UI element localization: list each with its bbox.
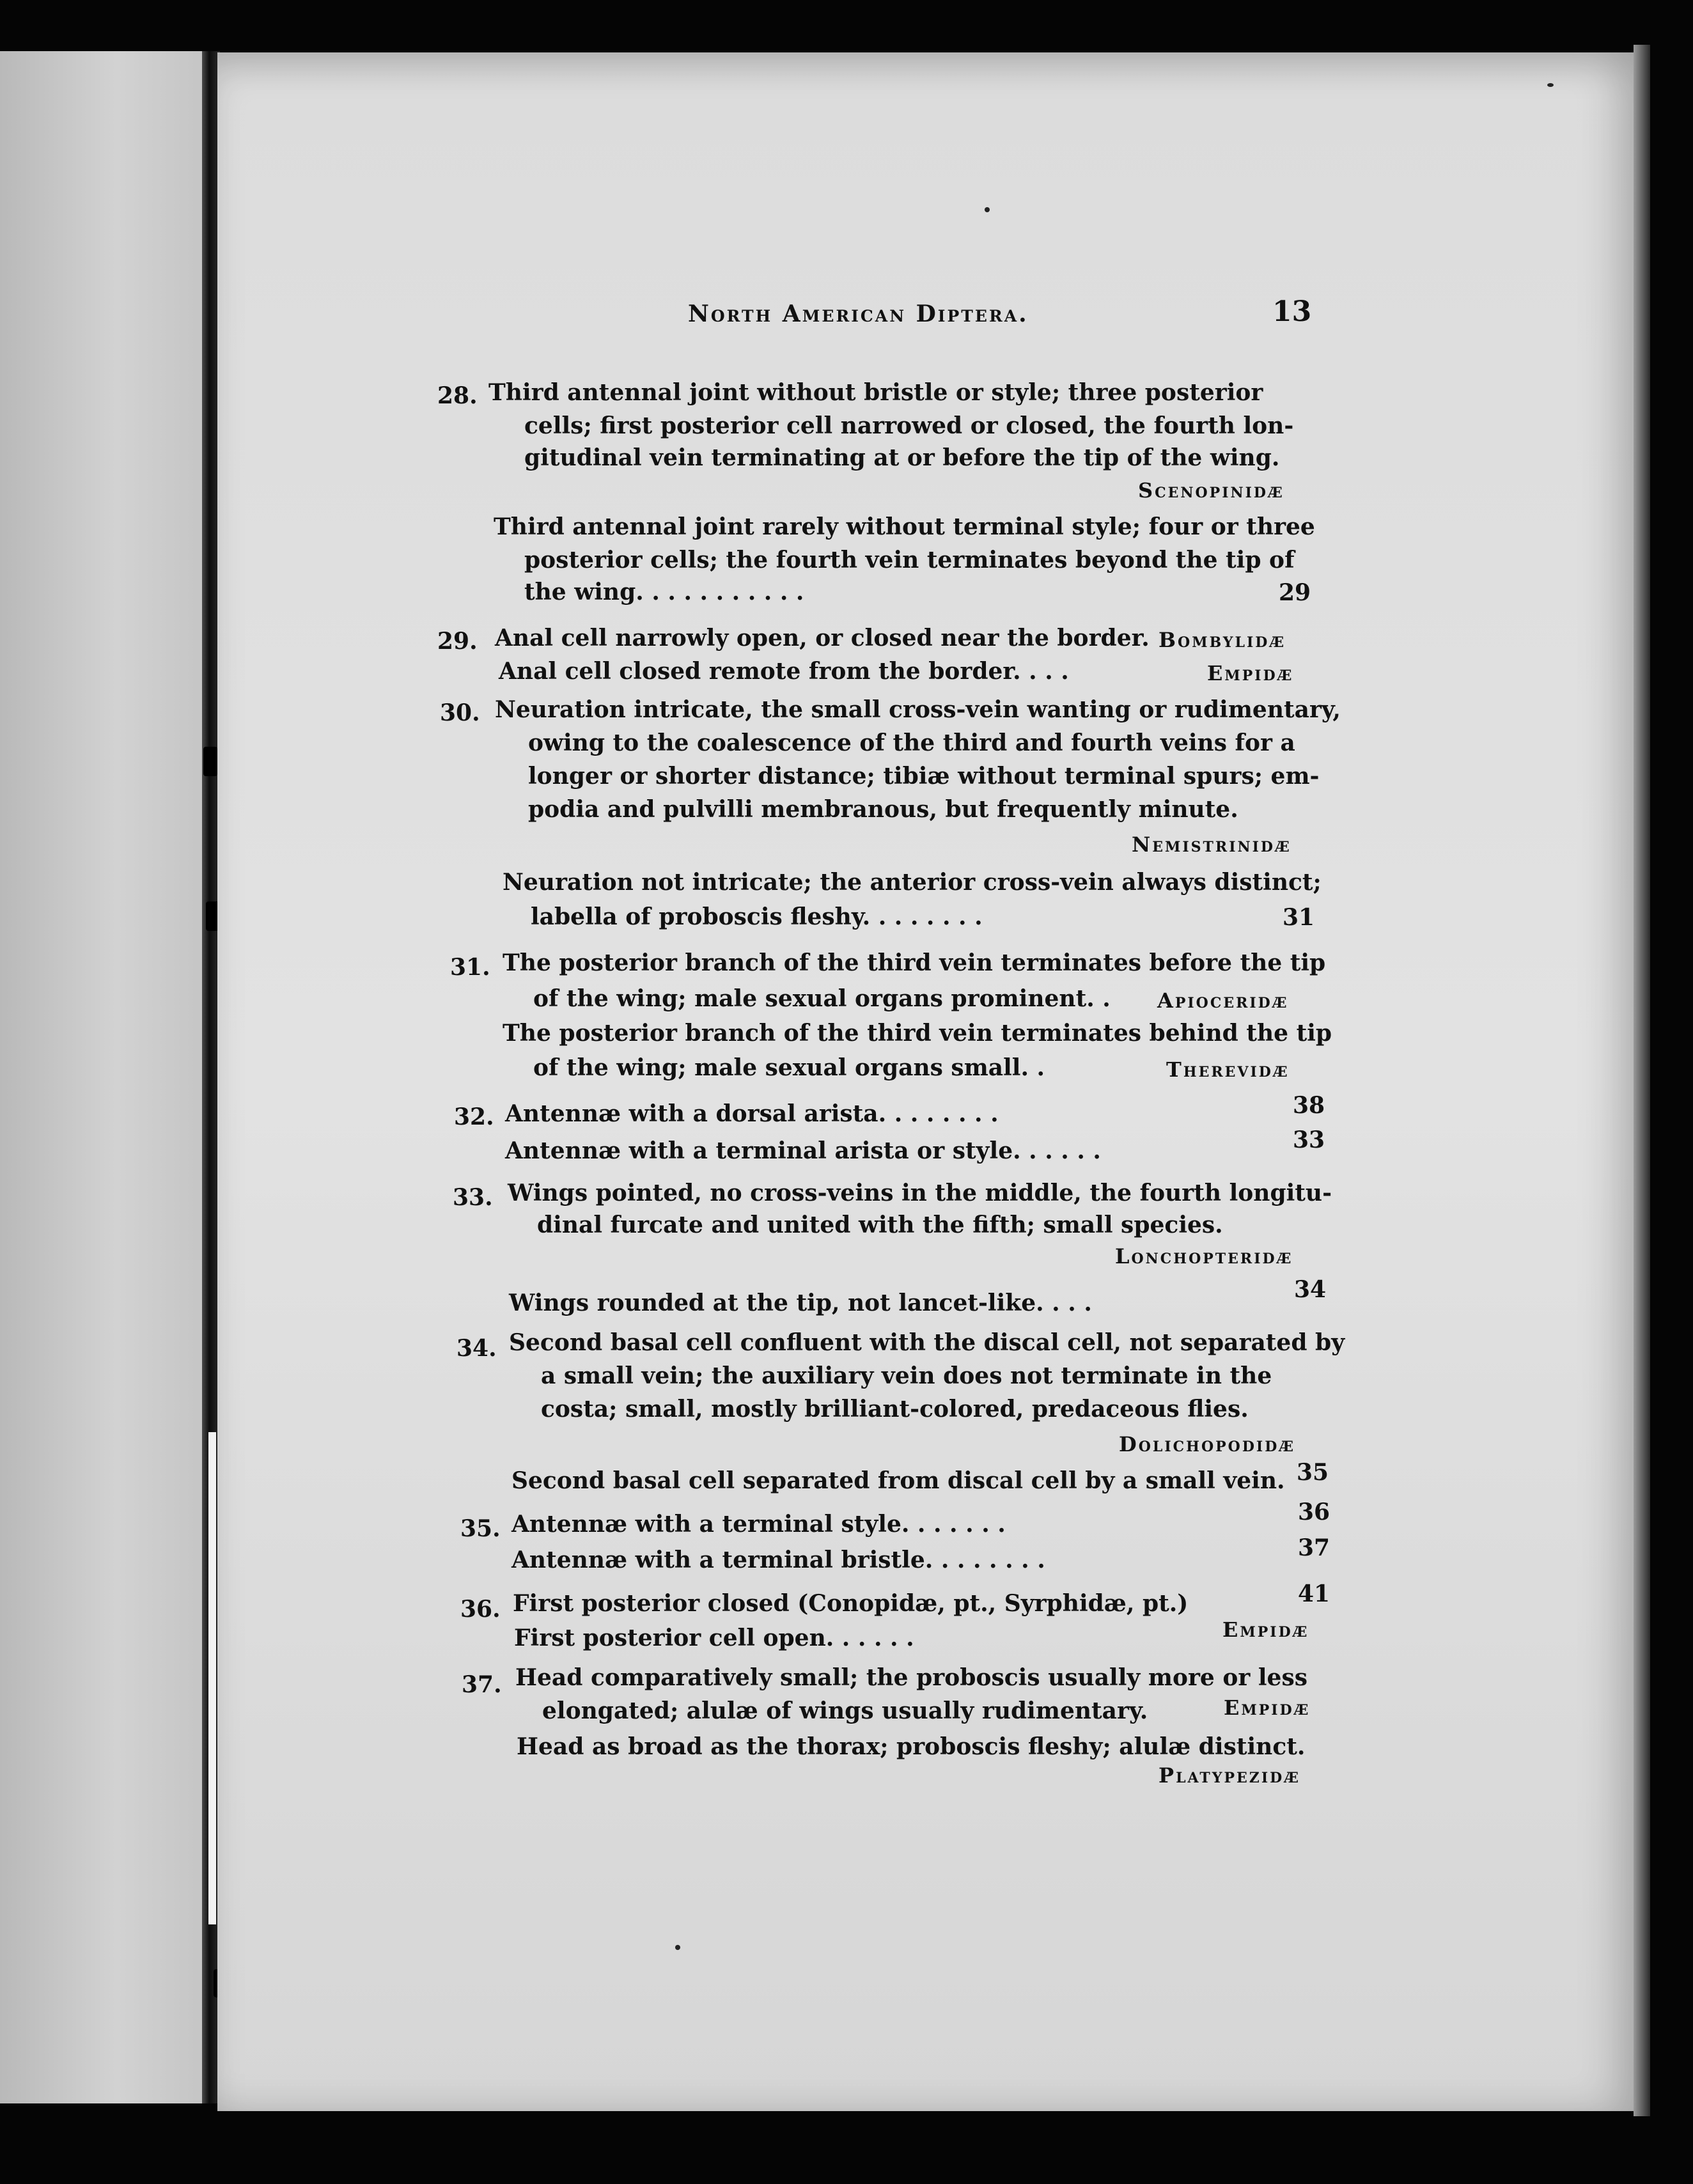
key-line: of the wing; male sexual organs prominent. .: [533, 985, 1111, 1012]
family-result: Platypezidæ: [1159, 1763, 1300, 1788]
family-result: Lonchopteridæ: [1115, 1244, 1293, 1268]
key-line: longer or shorter distance; tibiæ without terminal spurs; em-: [528, 763, 1320, 790]
couplet-number: 34.: [456, 1335, 497, 1362]
key-line: Second basal cell confluent with the discal cell, not separated by: [509, 1329, 1345, 1356]
running-title: North American Diptera.: [688, 300, 1029, 327]
couplet-number: 29.: [437, 628, 478, 655]
couplet-number: 28.: [437, 382, 478, 409]
key-line: labella of proboscis fleshy. . . . . . . .: [531, 903, 983, 930]
key-line: of the wing; male sexual organs small. .: [533, 1054, 1045, 1081]
couplet-number: 32.: [454, 1104, 494, 1130]
key-line: costa; small, mostly brilliant-colored, predaceous flies.: [541, 1396, 1249, 1423]
family-result: Empidæ: [1207, 661, 1294, 685]
key-line: the wing. . . . . . . . . . .: [524, 579, 804, 605]
couplet-reference: 34: [1294, 1276, 1327, 1303]
couplet-number: 30.: [440, 699, 480, 726]
key-line: owing to the coalescence of the third and fourth veins for a: [528, 729, 1295, 756]
key-line: podia and pulvilli membranous, but frequently minute.: [528, 796, 1238, 823]
family-result: Nemistrinidæ: [1132, 832, 1291, 857]
key-line: gitudinal vein terminating at or before the tip of the wing.: [524, 444, 1280, 471]
couplet-number: 37.: [462, 1671, 502, 1698]
family-result: Apioceridæ: [1157, 988, 1289, 1013]
couplet-number: 31.: [450, 954, 490, 981]
couplet-reference: 29: [1279, 579, 1311, 606]
key-line: Wings rounded at the tip, not lancet-like. . . .: [509, 1290, 1092, 1316]
key-line: elongated; alulæ of wings usually rudimentary.: [542, 1697, 1148, 1724]
key-line: Head comparatively small; the proboscis usually more or less: [515, 1664, 1307, 1691]
family-result: Therevidæ: [1166, 1057, 1290, 1082]
couplet-reference: 31: [1283, 904, 1315, 931]
key-line: Head as broad as the thorax; proboscis fleshy; alulæ distinct.: [517, 1733, 1306, 1760]
couplet-reference: 35: [1297, 1459, 1329, 1486]
key-line: Wings pointed, no cross-veins in the middle, the fourth longitu-: [508, 1180, 1332, 1206]
key-line: Third antennal joint without bristle or style; three posterior: [488, 379, 1263, 406]
key-line: Neuration intricate, the small cross-vein wanting or rudimentary,: [495, 696, 1341, 723]
key-line: dinal furcate and united with the fifth; small species.: [537, 1212, 1223, 1238]
key-line: a small vein; the auxiliary vein does not terminate in the: [541, 1362, 1272, 1389]
key-line: cells; first posterior cell narrowed or closed, the fourth lon-: [524, 412, 1294, 439]
page-number: 13: [1272, 295, 1312, 328]
family-result: Empidæ: [1222, 1618, 1309, 1642]
couplet-reference: 36: [1298, 1499, 1330, 1525]
key-line: Antennæ with a terminal arista or style. . . . . .: [505, 1137, 1101, 1164]
family-result: Scenopinidæ: [1138, 478, 1284, 503]
key-line: Second basal cell separated from discal cell by a small vein.: [511, 1467, 1285, 1494]
couplet-reference: 38: [1293, 1092, 1325, 1119]
key-line: Antennæ with a dorsal arista. . . . . . . .: [505, 1100, 999, 1127]
family-result: Bombylidæ: [1159, 628, 1286, 652]
key-line: The posterior branch of the third vein terminates behind the tip: [503, 1020, 1332, 1047]
key-line: First posterior cell open. . . . . .: [514, 1625, 914, 1651]
key-line: The posterior branch of the third vein terminates before the tip: [503, 949, 1326, 976]
key-line: Antennæ with a terminal style. . . . . . .: [511, 1511, 1006, 1538]
family-result: Empidæ: [1224, 1696, 1311, 1720]
key-line: First posterior closed (Conopidæ, pt., Syrphidæ, pt.): [513, 1590, 1189, 1617]
key-line: Anal cell narrowly open, or closed near the border.: [495, 625, 1150, 651]
couplet-number: 36.: [460, 1596, 501, 1623]
family-result: Dolichopodidæ: [1119, 1432, 1296, 1456]
key-line: Neuration not intricate; the anterior cross-vein always distinct;: [503, 869, 1322, 896]
couplet-reference: 33: [1293, 1127, 1325, 1153]
key-line: posterior cells; the fourth vein terminates beyond the tip of: [524, 547, 1295, 573]
key-line: Anal cell closed remote from the border. . . .: [499, 658, 1069, 685]
couplet-number: 33.: [453, 1184, 493, 1211]
couplet-reference: 37: [1298, 1534, 1330, 1561]
couplet-reference: 41: [1298, 1580, 1330, 1607]
key-line: Third antennal joint rarely without terminal style; four or three: [494, 513, 1315, 540]
key-line: Antennæ with a terminal bristle. . . . . . . .: [511, 1547, 1045, 1573]
couplet-number: 35.: [460, 1515, 501, 1542]
